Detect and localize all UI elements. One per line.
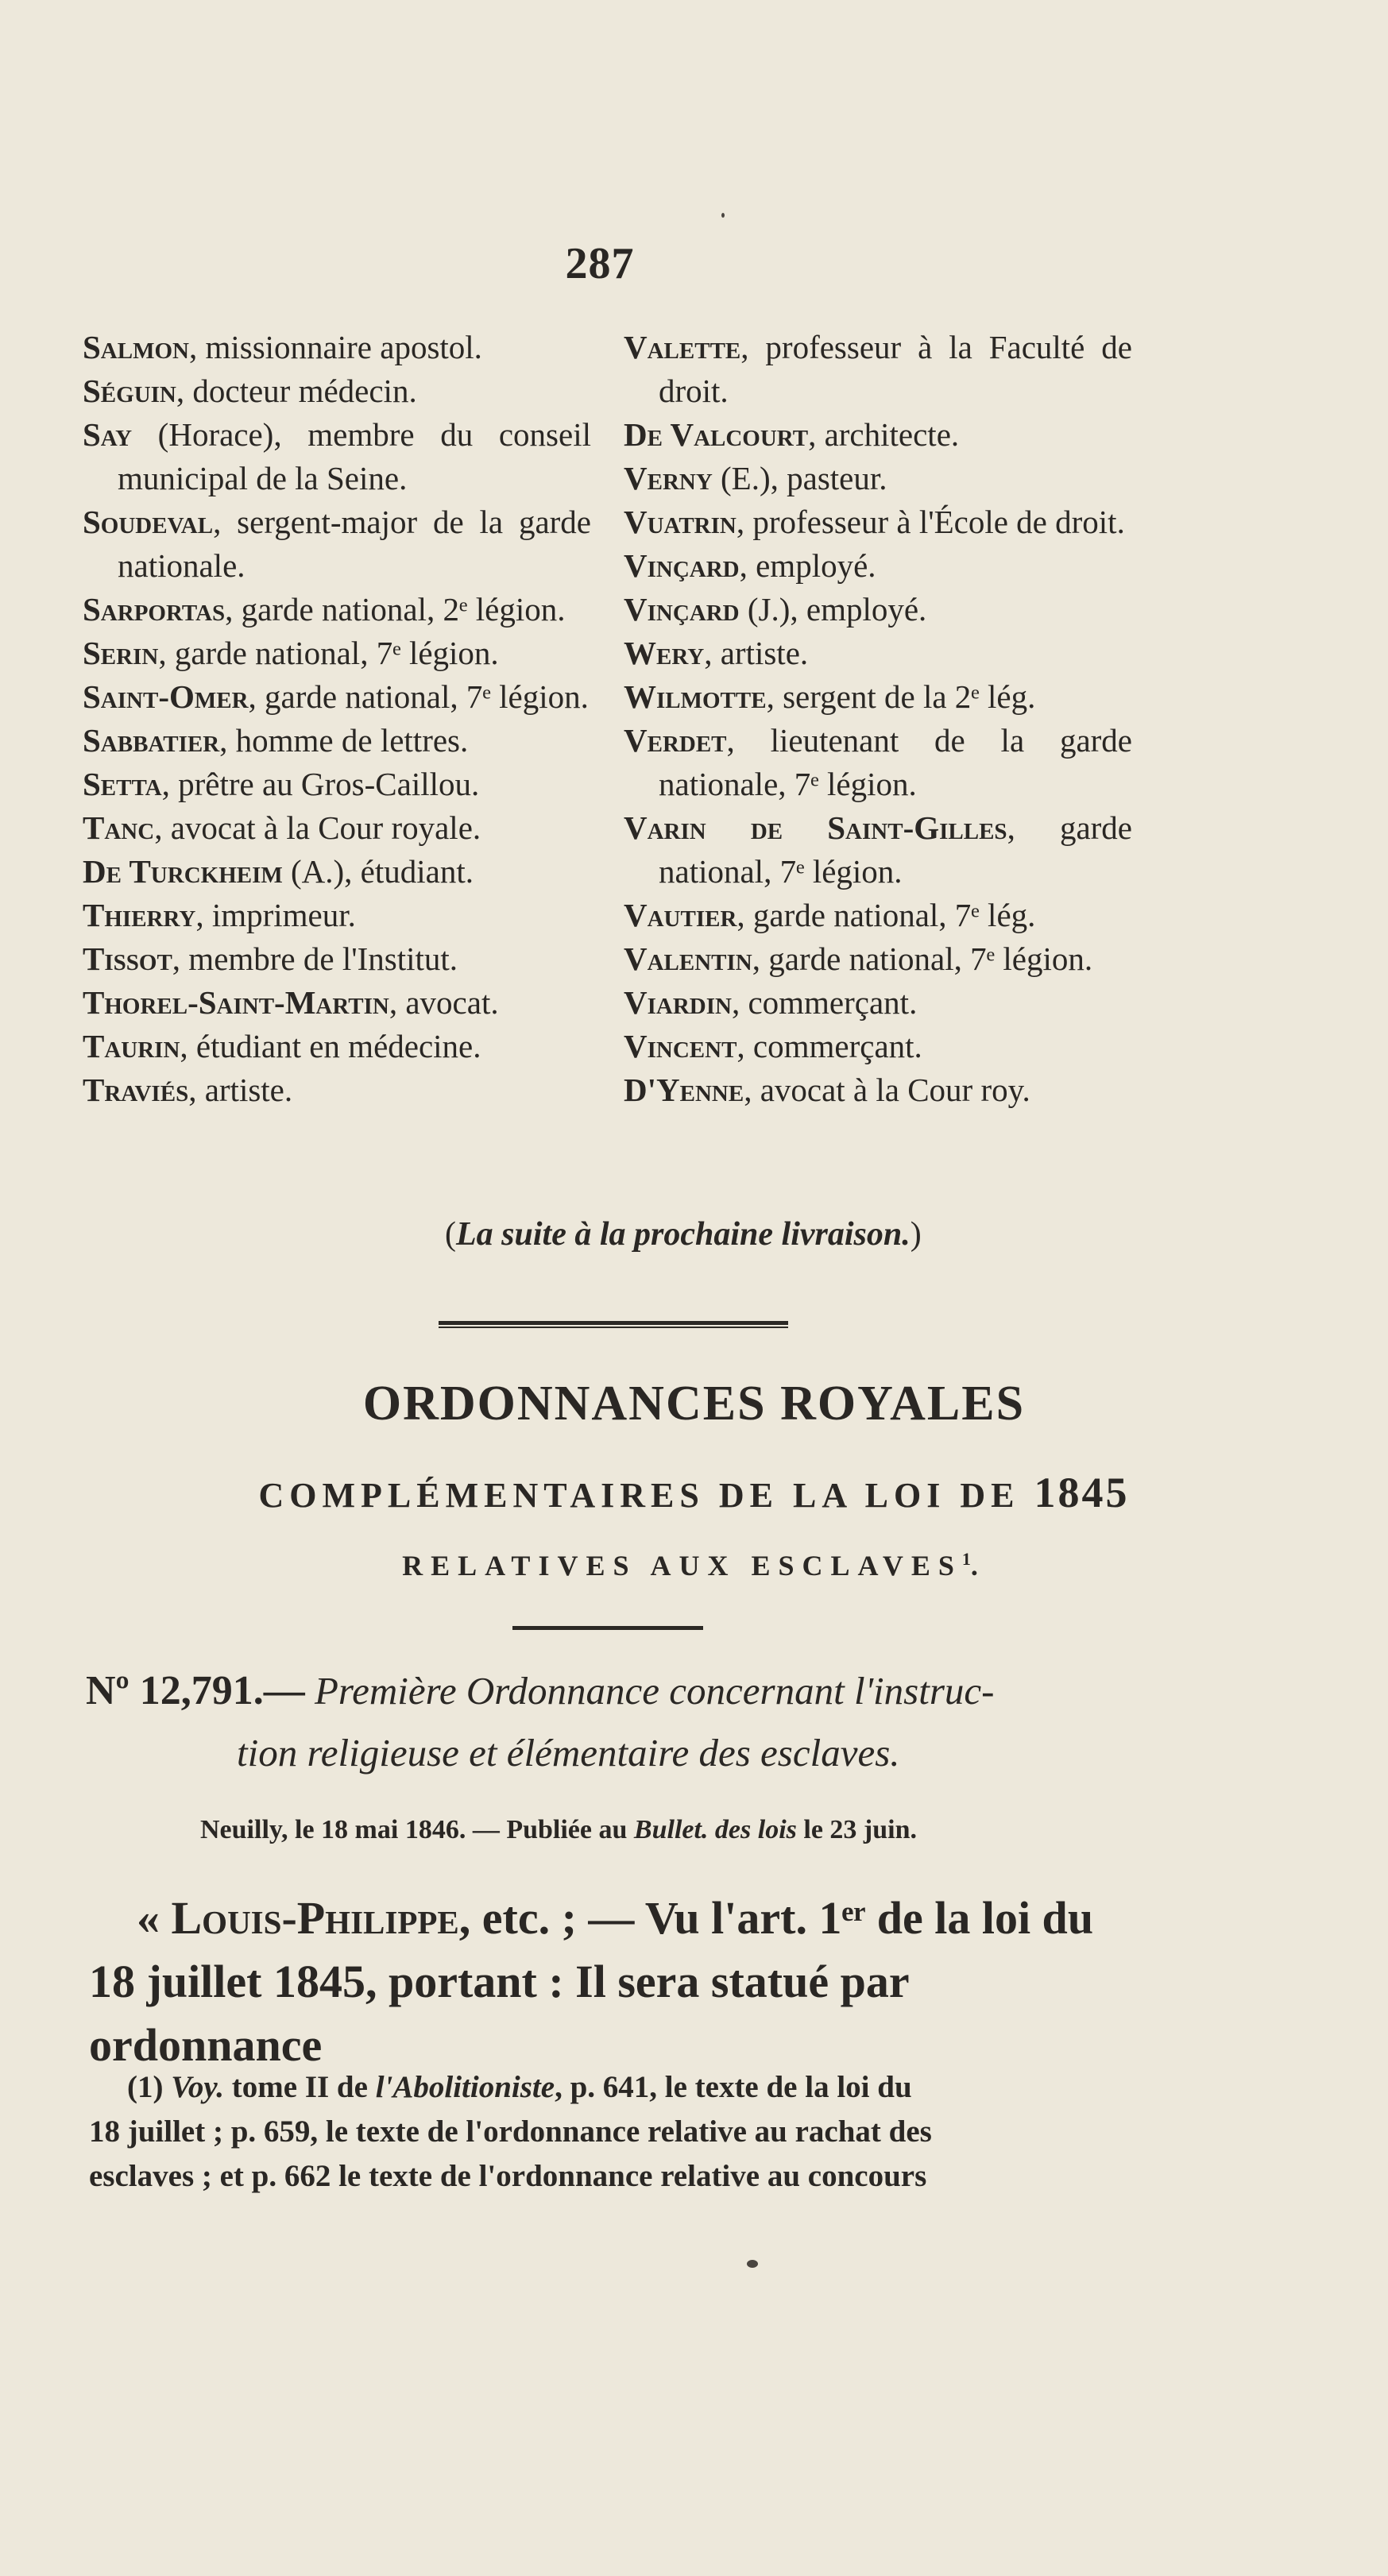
entry-description: , employé.	[739, 547, 876, 584]
left-column	[83, 326, 591, 1112]
entry-name: De Turckheim	[83, 853, 283, 890]
body-text-line-2: 18 juillet 1845, portant : Il sera statué par ordonnance	[89, 1956, 909, 2071]
name-entry	[624, 981, 1132, 1025]
title-divider	[512, 1626, 703, 1630]
entry-name: Taurin	[83, 1028, 180, 1064]
name-entry	[624, 500, 1132, 544]
name-entry	[624, 894, 1132, 937]
entry-name: Wilmotte	[624, 678, 767, 715]
entry-name: Vautier	[624, 897, 737, 933]
entry-name: Sabbatier	[83, 722, 220, 759]
name-entry	[83, 675, 591, 719]
name-entry	[624, 631, 1132, 675]
entry-description: , avocat à la Cour royale.	[154, 809, 481, 846]
name-entry	[624, 326, 1132, 413]
entry-description: , artiste.	[188, 1072, 293, 1108]
entry-name: Thorel-Saint-Martin	[83, 984, 389, 1021]
name-entry	[83, 369, 591, 413]
entry-name: Vuatrin	[624, 504, 737, 540]
name-entry	[624, 457, 1132, 500]
section-subtitle-2: RELATIVES AUX ESCLAVES$^1$.	[402, 1549, 986, 1582]
entry-description: , avocat.	[389, 984, 499, 1021]
entry-description: , commerçant.	[731, 984, 918, 1021]
entry-description: , garde national, 2ᵉ légion.	[225, 591, 566, 628]
name-entry	[83, 326, 591, 369]
name-entry	[624, 719, 1132, 806]
name-entry	[83, 981, 591, 1025]
entry-name: Serin	[83, 635, 159, 671]
entry-name: Viardin	[624, 984, 732, 1021]
entry-name: Traviés	[83, 1072, 189, 1108]
entry-description: , garde national, 7ᵉ légion.	[752, 940, 1093, 977]
name-entry	[83, 413, 591, 500]
entry-name: Say	[83, 416, 133, 453]
section-divider	[439, 1321, 788, 1328]
ordinance-number: Nº 12,791.—	[86, 1668, 305, 1713]
entry-name: D'Yenne	[624, 1072, 744, 1108]
body-text-line-1: « Louis-Philippe, etc. ; — Vu l'art. 1ᵉʳ de la loi du	[137, 1892, 1094, 1944]
entry-description: , commerçant.	[737, 1028, 922, 1064]
name-entry	[624, 413, 1132, 457]
section-title: ORDONNANCES ROYALES	[362, 1377, 1026, 1431]
entry-description: , missionnaire apostol.	[188, 329, 482, 365]
entry-name: De Valcourt	[624, 416, 809, 453]
entry-name: Séguin	[83, 373, 176, 409]
entry-name: Setta	[83, 766, 162, 802]
name-entry	[83, 719, 591, 763]
entry-description: , lieutenant de la garde nationale, 7ᵉ légion.	[659, 722, 1132, 802]
name-entry	[83, 937, 591, 981]
entry-description: (Horace), membre du conseil municipal de la Seine.	[118, 416, 591, 496]
entry-description: , homme de lettres.	[219, 722, 469, 759]
entry-description: , professeur à la Faculté de droit.	[659, 329, 1132, 409]
page-number: 287	[565, 239, 635, 288]
entry-name: Vinçard	[624, 547, 740, 584]
name-entry	[83, 894, 591, 937]
entry-description: , prêtre au Gros-Caillou.	[161, 766, 480, 802]
entry-name: Saint-Omer	[83, 678, 249, 715]
entry-description: , garde national, 7ᵉ légion.	[248, 678, 589, 715]
entry-name: Wery	[624, 635, 705, 671]
name-entry	[624, 806, 1132, 894]
right-column	[624, 326, 1132, 1112]
name-entry	[83, 806, 591, 850]
entry-description: (A.), étudiant.	[282, 853, 474, 890]
entry-name: Vinçard	[624, 591, 740, 628]
ordinance-heading: Nº 12,791.— Première Ordonnance concernant l'instruc- tion religieuse et élémentaire des esclaves.	[86, 1668, 995, 1775]
entry-description: , docteur médecin.	[176, 373, 417, 409]
entry-name: Varin de Saint-Gilles	[624, 809, 1007, 846]
name-entry	[83, 850, 591, 894]
entry-description: (J.), employé.	[739, 591, 927, 628]
entry-description: , sergent de la 2ᵉ lég.	[766, 678, 1036, 715]
ink-speck	[721, 213, 725, 218]
entry-name: Salmon	[83, 329, 189, 365]
entry-description: , avocat à la Cour roy.	[744, 1072, 1030, 1108]
entry-description: , garde national, 7ᵉ légion.	[659, 809, 1132, 890]
entry-name: Tanc	[83, 809, 155, 846]
entry-name: Soudeval	[83, 504, 214, 540]
entry-description: , imprimeur.	[195, 897, 356, 933]
footnote-marker: 1	[961, 1549, 971, 1569]
continuation-note: (La suite à la prochaine livraison.)	[445, 1216, 922, 1253]
entry-name: Verdet	[624, 722, 727, 759]
entry-name: Valette	[624, 329, 741, 365]
section-subtitle: COMPLÉMENTAIRES DE LA LOI DE 1845	[258, 1469, 1130, 1516]
entry-name: Valentin	[624, 940, 752, 977]
ordinance-title: Première Ordonnance concernant l'instruc-	[314, 1669, 995, 1713]
name-entry	[83, 1068, 591, 1112]
entry-description: , professeur à l'École de droit.	[736, 504, 1125, 540]
name-entry	[83, 588, 591, 631]
entry-description: , sergent-major de la garde nationale.	[118, 504, 591, 584]
entry-description: , garde national, 7ᵉ légion.	[158, 635, 499, 671]
name-entry	[83, 500, 591, 588]
entry-description: , garde national, 7ᵉ lég.	[737, 897, 1036, 933]
entry-description: , étudiant en médecine.	[180, 1028, 481, 1064]
name-entry	[624, 675, 1132, 719]
entry-name: Tissot	[83, 940, 172, 977]
entry-name: Sarportas	[83, 591, 226, 628]
name-entry	[624, 1025, 1132, 1068]
place-date: Neuilly, le 18 mai 1846. — Publiée au Bullet. des lois le 23 juin.	[200, 1815, 917, 1844]
name-entry	[624, 1068, 1132, 1112]
entry-description: , artiste.	[704, 635, 809, 671]
entry-description: , architecte.	[808, 416, 960, 453]
continuation-text: La suite à la prochaine livraison.	[456, 1216, 911, 1253]
name-entry	[624, 544, 1132, 588]
name-entry	[83, 763, 591, 806]
name-entry	[624, 937, 1132, 981]
entry-description: , membre de l'Institut.	[172, 940, 458, 977]
name-entry	[83, 1025, 591, 1068]
name-entry	[624, 588, 1132, 631]
entry-name: Verny	[624, 460, 713, 496]
ink-speck	[747, 2260, 758, 2268]
entry-description: (E.), pasteur.	[712, 460, 887, 496]
footnote: (1) Voy. tome II de l'Abolitioniste, p. 641, le texte de la loi du 18 juillet ; p. 659, le texte de l'ordonnance relative au rachat des esclaves ; et p. 662 le texte de l'ordonnance relative au concours	[89, 2070, 932, 2193]
entry-name: Thierry	[83, 897, 196, 933]
entry-name: Vincent	[624, 1028, 737, 1064]
name-entry	[83, 631, 591, 675]
